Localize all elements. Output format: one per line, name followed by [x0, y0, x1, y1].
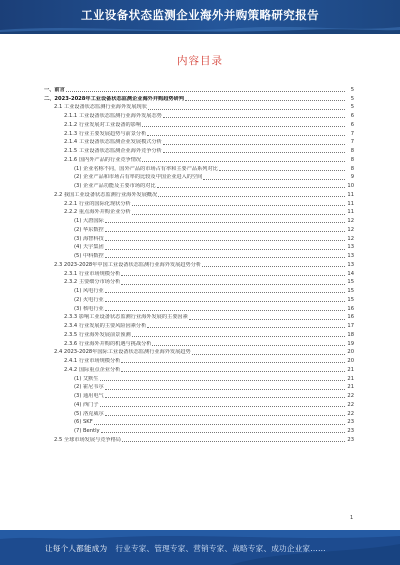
toc-entry-label: (4) 天宇集团 [74, 244, 104, 251]
toc-entry[interactable] [44, 146, 354, 155]
toc-entry-label: 2.1.1 工业设备状态监测行业海外发展态势 [64, 113, 162, 119]
toc-leader-dots [203, 179, 345, 180]
toc-entry[interactable] [44, 208, 354, 217]
toc-entry[interactable] [44, 330, 354, 339]
toc-entry-label: 2.1 工业设备状态监测行业海外发展现状 [54, 104, 147, 111]
toc-leader-dots [121, 362, 345, 363]
toc-leader-dots [142, 126, 345, 127]
toc-entry[interactable] [44, 365, 354, 374]
toc-entry-label: 2.1.6 国内外产品的行业竞争情况 [64, 156, 142, 163]
toc-entry-label: 2.4.1 行业市场规模分析 [64, 358, 121, 364]
toc-leader-dots [66, 91, 345, 92]
toc-leader-dots [189, 319, 345, 320]
toc-entry-label: 一、前言 [44, 86, 65, 93]
toc-entry-page: 11 [347, 191, 354, 198]
toc-leader-dots [105, 310, 345, 311]
table-of-contents [44, 85, 354, 444]
toc-leader-dots [132, 336, 345, 337]
toc-entry[interactable] [44, 356, 354, 365]
toc-entry[interactable] [44, 234, 354, 243]
toc-entry[interactable] [44, 138, 354, 147]
toc-entry-page: 8 [350, 156, 354, 163]
toc-leader-dots [105, 301, 345, 302]
toc-entry-label: (1) 企业名称不同，国外产品的市场占有率和主要产品系列对比 [74, 165, 218, 172]
toc-entry-page: 8 [350, 165, 354, 172]
toc-entry-page: 23 [347, 436, 354, 443]
toc-entry-page: 5 [350, 95, 354, 102]
toc-entry[interactable] [44, 129, 354, 138]
toc-entry-label: (2) 火电行业 [74, 296, 104, 303]
toc-leader-dots [121, 275, 345, 276]
toc-entry-page: 18 [347, 331, 354, 338]
toc-entry[interactable] [44, 173, 354, 182]
footer-slogan [45, 543, 326, 554]
footer-slogan-lead: 让每个人都能成为 [45, 544, 108, 553]
toc-leader-dots [105, 240, 345, 241]
toc-entry-label: 2.3.2 主要细分市场分析 [64, 279, 121, 286]
toc-entry-page: 5 [350, 104, 354, 111]
toc-entry-page: 7 [350, 139, 354, 146]
toc-entry-page: 11 [347, 200, 354, 207]
toc-entry-page: 9 [350, 174, 354, 181]
toc-entry[interactable] [44, 295, 354, 304]
toc-entry[interactable] [44, 374, 354, 383]
toc-entry-label: 2.1.4 工业设备状态监测企业发展模式分析 [64, 139, 162, 146]
toc-entry[interactable] [44, 418, 354, 427]
toc-entry[interactable] [44, 243, 354, 252]
toc-heading: 内容目录 [177, 55, 223, 67]
toc-entry-page: 23 [347, 428, 354, 434]
toc-entry-label: 2.3.5 行业海外发展前景预测 [64, 331, 131, 338]
toc-entry-page: 13 [347, 253, 354, 259]
toc-leader-dots [122, 441, 345, 442]
toc-entry-page: 13 [347, 261, 354, 268]
toc-entry-label: (3) 核电行业 [74, 305, 104, 312]
toc-entry-page: 6 [350, 113, 354, 119]
toc-leader-dots [105, 415, 345, 416]
toc-entry-label: (2) 企业产品和市场占有率的比较及中国企业进入的空间 [74, 174, 203, 181]
report-title: 工业设备状态监测企业海外并购策略研究报告 [81, 8, 319, 22]
toc-entry-label: (2) 华东数控 [74, 226, 104, 233]
toc-entry[interactable] [44, 400, 354, 409]
toc-entry-label: (1) 大唐国际 [74, 218, 104, 224]
footer-banner [0, 530, 400, 565]
toc-entry[interactable] [44, 278, 354, 287]
toc-entry-page: 12 [347, 218, 354, 224]
toc-leader-dots [105, 257, 345, 258]
toc-entry-label: (4) 西门子 [74, 401, 99, 408]
toc-entry-label: 2.3 2023-2028年中国工业设备状态监测行业海外发展趋势分析 [54, 261, 202, 268]
toc-leader-dots [105, 249, 345, 250]
toc-leader-dots [192, 354, 345, 355]
toc-leader-dots [148, 109, 345, 110]
toc-entry-page: 22 [347, 410, 354, 417]
toc-entry-label: 2.5 全球市场发展与竞争格局 [54, 436, 121, 443]
toc-leader-dots [202, 266, 345, 267]
toc-leader-dots [147, 135, 345, 136]
toc-leader-dots [157, 187, 345, 188]
toc-entry-label: 2.4 2023-2028年国际工业设备状态监测行业海外发展趋势 [54, 349, 191, 356]
toc-entry-page: 15 [347, 279, 354, 286]
toc-entry-label: 2.3.4 行业发展的主要风险因素分析 [64, 323, 147, 329]
toc-entry[interactable] [44, 348, 354, 357]
toc-leader-dots [105, 397, 345, 398]
toc-entry[interactable] [44, 181, 354, 190]
toc-entry[interactable] [44, 199, 354, 208]
toc-entry[interactable] [44, 190, 354, 199]
toc-leader-dots [105, 389, 345, 390]
toc-entry-label: (3) 通用电气 [74, 393, 104, 399]
toc-entry[interactable] [44, 225, 354, 234]
toc-entry-page: 21 [347, 366, 354, 373]
toc-entry[interactable] [44, 120, 354, 129]
toc-leader-dots [147, 327, 345, 328]
toc-leader-dots [94, 424, 345, 425]
toc-entry[interactable] [44, 85, 354, 94]
toc-leader-dots [158, 196, 345, 197]
toc-entry-label: (5) 中科数控 [74, 253, 104, 259]
toc-entry-page: 22 [347, 401, 354, 408]
toc-leader-dots [105, 292, 345, 293]
toc-entry-page: 17 [347, 323, 354, 329]
toc-entry-label: (5) 洛克威尔 [74, 410, 104, 417]
toc-leader-dots [163, 152, 345, 153]
toc-entry-page: 11 [347, 209, 354, 216]
toc-leader-dots [132, 214, 345, 215]
toc-entry-label: 2.3.6 行业海外并购的机遇与挑战分析 [64, 340, 152, 347]
toc-entry[interactable] [44, 313, 354, 322]
toc-entry-page: 8 [350, 148, 354, 154]
toc-entry[interactable] [44, 383, 354, 392]
toc-entry-label: 2.1.3 行业主要发展趋势与前景分析 [64, 130, 147, 137]
toc-entry-page: 20 [347, 349, 354, 356]
toc-entry-page: 21 [347, 384, 354, 391]
toc-entry-label: 二、2023-2028年工业设备状态监测企业海外并购趋势研判 [44, 95, 184, 102]
toc-entry-label: (2) 霍尼韦尔 [74, 384, 104, 391]
toc-entry[interactable] [44, 260, 354, 269]
toc-leader-dots [121, 284, 345, 285]
toc-entry-label: 2.2.1 行业的国际化现状分析 [64, 200, 131, 207]
toc-entry-label: (1) 风电行业 [74, 288, 104, 294]
toc-leader-dots [132, 205, 345, 206]
toc-leader-dots [163, 144, 345, 145]
toc-entry-page: 5 [350, 86, 354, 93]
toc-entry-label: 2.1.5 工业设备状态监测企业海外竞争分析 [64, 148, 162, 154]
toc-entry-label: (7) Bently [74, 428, 100, 434]
toc-entry-page: 20 [347, 358, 354, 364]
toc-entry[interactable] [44, 111, 354, 120]
toc-entry-label: (3) 海智科技 [74, 235, 104, 242]
toc-entry-page: 22 [347, 393, 354, 399]
toc-entry-label: 2.2 我国工业设备状态监测行业海外发展概况 [54, 191, 158, 198]
toc-leader-dots [101, 432, 345, 433]
toc-entry[interactable] [44, 164, 354, 173]
toc-entry-page: 6 [350, 121, 354, 128]
toc-entry-page: 21 [347, 375, 354, 382]
toc-entry[interactable] [44, 435, 354, 444]
toc-entry[interactable] [44, 339, 354, 348]
toc-leader-dots [105, 222, 345, 223]
toc-entry[interactable] [44, 251, 354, 260]
toc-entry-label: 2.4.2 国际重点企业分析 [64, 366, 121, 373]
toc-entry[interactable] [44, 94, 354, 103]
toc-leader-dots [152, 345, 345, 346]
toc-entry[interactable] [44, 409, 354, 418]
report-header-banner [0, 0, 400, 34]
toc-entry-page: 16 [347, 305, 354, 312]
toc-entry-label: 2.3.1 行业市场规模分析 [64, 270, 121, 277]
toc-entry-page: 19 [347, 340, 354, 347]
toc-entry-label: 2.3.3 影响工业设备状态监测行业海外发展的主要因素 [64, 314, 188, 321]
toc-entry-page: 15 [347, 296, 354, 303]
toc-leader-dots [142, 161, 345, 162]
toc-entry-label: 2.2.2 重点海外并购企业分析 [64, 209, 131, 216]
toc-entry-page: 12 [347, 226, 354, 233]
toc-entry-label: (1) 艾默生 [74, 375, 99, 382]
toc-leader-dots [121, 371, 345, 372]
toc-entry-page: 12 [347, 235, 354, 242]
header-wave-decoration [0, 22, 400, 34]
footer-slogan-roles: 行业专家、管理专家、营销专家、战略专家、成功企业家…… [115, 544, 326, 553]
toc-entry[interactable] [44, 216, 354, 225]
toc-entry[interactable] [44, 321, 354, 330]
toc-leader-dots [100, 380, 345, 381]
toc-entry[interactable] [44, 426, 354, 435]
toc-entry-label: (3) 企业产品功能及主要市场的对比 [74, 183, 156, 189]
toc-entry-page: 14 [347, 270, 354, 277]
toc-entry-label: (6) SKF [74, 419, 93, 426]
toc-entry-label: 2.1.2 行业发展对工业设备的影响 [64, 121, 142, 128]
toc-entry-page: 15 [347, 288, 354, 294]
toc-leader-dots [185, 100, 345, 101]
toc-entry[interactable] [44, 286, 354, 295]
toc-entry-page: 7 [350, 130, 354, 137]
toc-leader-dots [163, 117, 345, 118]
toc-entry-page: 10 [347, 183, 354, 189]
toc-entry[interactable] [44, 155, 354, 164]
toc-entry-page: 13 [347, 244, 354, 251]
toc-entry-page: 23 [347, 419, 354, 426]
toc-entry[interactable] [44, 269, 354, 278]
toc-leader-dots [100, 406, 345, 407]
toc-entry[interactable] [44, 103, 354, 112]
toc-leader-dots [105, 231, 345, 232]
toc-leader-dots [219, 170, 345, 171]
toc-entry[interactable] [44, 391, 354, 400]
page-number: 1 [350, 515, 354, 521]
toc-entry[interactable] [44, 304, 354, 313]
toc-entry-page: 16 [347, 314, 354, 321]
